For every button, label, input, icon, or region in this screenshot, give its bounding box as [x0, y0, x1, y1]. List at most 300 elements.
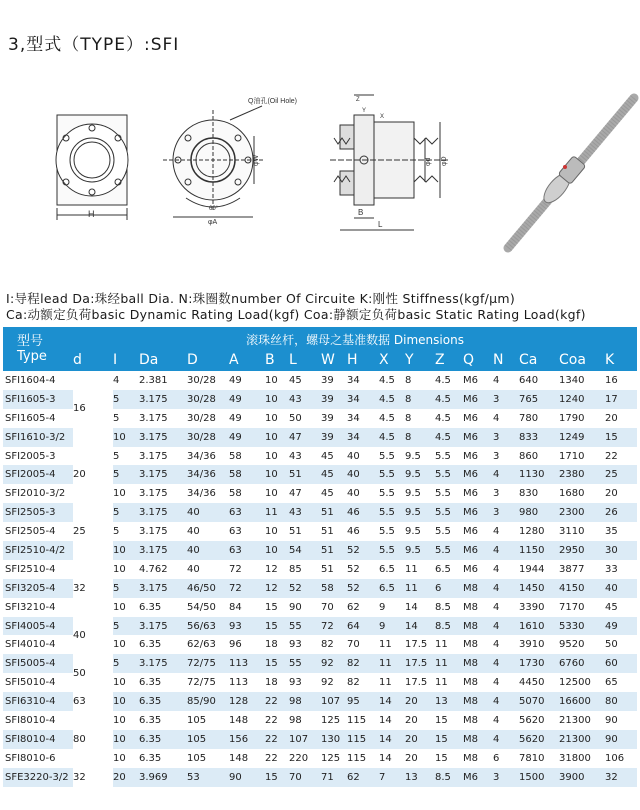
- cell-x: 11: [379, 654, 405, 673]
- cell-x: 6.5: [379, 560, 405, 579]
- cell-i: 10: [113, 484, 139, 503]
- dim-d-small-label: φd: [425, 157, 432, 166]
- cell-q: M8: [463, 654, 493, 673]
- cell-coa: 1340: [559, 371, 605, 390]
- cell-i: 5: [113, 503, 139, 522]
- cell-b: 10: [265, 465, 289, 484]
- cell-q: M8: [463, 635, 493, 654]
- cell-h: 40: [347, 447, 379, 466]
- cell-q: M8: [463, 711, 493, 730]
- cell-b: 15: [265, 617, 289, 636]
- cell-z: 11: [435, 654, 463, 673]
- cell-coa: 21300: [559, 711, 605, 730]
- cell-w: 125: [321, 749, 347, 768]
- cell-q: M6: [463, 371, 493, 390]
- cell-k: 90: [605, 711, 637, 730]
- cell-k: 50: [605, 635, 637, 654]
- cell-q: M6: [463, 447, 493, 466]
- cell-coa: 3877: [559, 560, 605, 579]
- cell-q: M8: [463, 692, 493, 711]
- cell-y: 9.5: [405, 447, 435, 466]
- cell-h: 82: [347, 654, 379, 673]
- cell-coa: 6760: [559, 654, 605, 673]
- cell-k: 30: [605, 541, 637, 560]
- cell-y: 9.5: [405, 541, 435, 560]
- column-header-b: B: [265, 349, 289, 371]
- cell-x: 11: [379, 673, 405, 692]
- cell-coa: 1249: [559, 428, 605, 447]
- cell-z: 4.5: [435, 371, 463, 390]
- dim-y-label: Y: [362, 108, 367, 114]
- cell-b: 10: [265, 371, 289, 390]
- column-header-d: d: [73, 349, 113, 371]
- cell-coa: 4150: [559, 579, 605, 598]
- cell-model: SFI3205-4: [3, 579, 73, 598]
- cell-k: 16: [605, 371, 637, 390]
- cell-ca: 3390: [519, 598, 559, 617]
- type-header: [3, 327, 73, 371]
- cell-z: 5.5: [435, 541, 463, 560]
- cell-h: 95: [347, 692, 379, 711]
- cell-b: 11: [265, 503, 289, 522]
- cell-ca: 7810: [519, 749, 559, 768]
- cell-a: 113: [229, 654, 265, 673]
- cell-x: 5.5: [379, 447, 405, 466]
- cell-ca: 4450: [519, 673, 559, 692]
- cell-i: 20: [113, 768, 139, 787]
- cell-n: 4: [493, 560, 519, 579]
- cell-model: SFI8010-4: [3, 711, 73, 730]
- cell-x: 14: [379, 730, 405, 749]
- cell-n: 4: [493, 673, 519, 692]
- cell-d: 80: [73, 711, 113, 768]
- column-header-h: H: [347, 349, 379, 371]
- cell-b: 12: [265, 560, 289, 579]
- cell-d: 30/28: [187, 371, 229, 390]
- cell-ca: 860: [519, 447, 559, 466]
- cell-model: SFI2005-4: [3, 465, 73, 484]
- cell-coa: 16600: [559, 692, 605, 711]
- cell-b: 10: [265, 484, 289, 503]
- cell-w: 45: [321, 484, 347, 503]
- cell-da: 3.175: [139, 465, 187, 484]
- cell-q: M6: [463, 768, 493, 787]
- cell-w: 39: [321, 409, 347, 428]
- cell-model: SFI1605-3: [3, 390, 73, 409]
- cell-a: 93: [229, 617, 265, 636]
- type-header-en: Type: [17, 349, 47, 364]
- cell-i: 10: [113, 598, 139, 617]
- cell-ca: 1610: [519, 617, 559, 636]
- dim-w-label: φW: [253, 154, 260, 166]
- cell-z: 5.5: [435, 465, 463, 484]
- cell-ca: 5620: [519, 730, 559, 749]
- cell-x: 5.5: [379, 484, 405, 503]
- cell-coa: 2300: [559, 503, 605, 522]
- dim-b-label: B: [358, 208, 364, 217]
- cell-y: 9.5: [405, 484, 435, 503]
- flange-view-round: [163, 106, 263, 217]
- cell-k: 45: [605, 598, 637, 617]
- cell-d: 53: [187, 768, 229, 787]
- dim-l-label: L: [378, 220, 383, 229]
- cell-a: 49: [229, 409, 265, 428]
- column-header-w: W: [321, 349, 347, 371]
- cell-q: M6: [463, 409, 493, 428]
- cell-x: 11: [379, 635, 405, 654]
- cell-n: 4: [493, 598, 519, 617]
- cell-x: 4.5: [379, 390, 405, 409]
- cell-l: 51: [289, 522, 321, 541]
- cell-h: 82: [347, 673, 379, 692]
- cell-z: 11: [435, 673, 463, 692]
- cell-d: 72/75: [187, 673, 229, 692]
- cell-b: 15: [265, 768, 289, 787]
- cell-da: 3.175: [139, 522, 187, 541]
- cell-d: 30/28: [187, 409, 229, 428]
- cell-da: 3.175: [139, 503, 187, 522]
- cell-z: 13: [435, 692, 463, 711]
- cell-a: 128: [229, 692, 265, 711]
- cell-k: 20: [605, 409, 637, 428]
- cell-model: SFI4010-4: [3, 635, 73, 654]
- cell-z: 15: [435, 711, 463, 730]
- cell-l: 43: [289, 503, 321, 522]
- cell-h: 52: [347, 560, 379, 579]
- cell-model: SFI6310-4: [3, 692, 73, 711]
- cell-l: 107: [289, 730, 321, 749]
- cell-da: 3.175: [139, 541, 187, 560]
- cell-coa: 1790: [559, 409, 605, 428]
- cell-da: 3.175: [139, 447, 187, 466]
- cell-w: 130: [321, 730, 347, 749]
- cell-d: 62/63: [187, 635, 229, 654]
- cell-l: 47: [289, 428, 321, 447]
- cell-z: 4.5: [435, 409, 463, 428]
- cell-q: M6: [463, 560, 493, 579]
- cell-model: SFI2505-4: [3, 522, 73, 541]
- cell-a: 90: [229, 768, 265, 787]
- cell-h: 115: [347, 749, 379, 768]
- cell-i: 5: [113, 579, 139, 598]
- cell-w: 58: [321, 579, 347, 598]
- cell-h: 40: [347, 484, 379, 503]
- cell-d: 30/28: [187, 390, 229, 409]
- cell-da: 4.762: [139, 560, 187, 579]
- cell-da: 3.175: [139, 579, 187, 598]
- cell-i: 5: [113, 617, 139, 636]
- cell-model: SFI2510-4/2: [3, 541, 73, 560]
- column-header-row: [3, 349, 637, 371]
- dim-h-label: H: [88, 209, 95, 219]
- cell-x: 4.5: [379, 409, 405, 428]
- cell-x: 14: [379, 711, 405, 730]
- cell-n: 3: [493, 768, 519, 787]
- cell-coa: 7170: [559, 598, 605, 617]
- cell-coa: 21300: [559, 730, 605, 749]
- table-row: [3, 768, 637, 787]
- cell-w: 125: [321, 711, 347, 730]
- cell-w: 51: [321, 560, 347, 579]
- cell-k: 26: [605, 503, 637, 522]
- cell-a: 58: [229, 484, 265, 503]
- cell-y: 14: [405, 598, 435, 617]
- cell-w: 39: [321, 428, 347, 447]
- cell-l: 70: [289, 768, 321, 787]
- cell-coa: 1240: [559, 390, 605, 409]
- cell-y: 8: [405, 390, 435, 409]
- cell-k: 32: [605, 768, 637, 787]
- cell-x: 9: [379, 617, 405, 636]
- cell-d: 46/50: [187, 579, 229, 598]
- cell-coa: 31800: [559, 749, 605, 768]
- angle-label: 60°: [209, 206, 219, 212]
- cell-w: 92: [321, 654, 347, 673]
- cell-l: 98: [289, 711, 321, 730]
- cell-da: 3.175: [139, 390, 187, 409]
- column-header-y: Y: [405, 349, 435, 371]
- cell-x: 14: [379, 692, 405, 711]
- cell-ca: 1150: [519, 541, 559, 560]
- cell-x: 4.5: [379, 428, 405, 447]
- cell-n: 4: [493, 730, 519, 749]
- cell-b: 10: [265, 447, 289, 466]
- cell-l: 93: [289, 635, 321, 654]
- cell-ca: 1730: [519, 654, 559, 673]
- cell-x: 4.5: [379, 371, 405, 390]
- cell-d: 72/75: [187, 654, 229, 673]
- cell-a: 63: [229, 522, 265, 541]
- cell-a: 63: [229, 541, 265, 560]
- cell-n: 4: [493, 711, 519, 730]
- cell-d: 50: [73, 654, 113, 692]
- technical-drawings: [0, 70, 640, 280]
- dim-d-big-label: φD: [441, 156, 448, 166]
- cell-q: M6: [463, 503, 493, 522]
- cell-coa: 2380: [559, 465, 605, 484]
- cell-da: 3.175: [139, 484, 187, 503]
- cell-a: 113: [229, 673, 265, 692]
- cell-d: 34/36: [187, 447, 229, 466]
- ball-screw-photo: [508, 98, 634, 248]
- cell-b: 22: [265, 730, 289, 749]
- cell-i: 10: [113, 560, 139, 579]
- cell-a: 49: [229, 390, 265, 409]
- column-header-i: I: [113, 349, 139, 371]
- cell-q: M8: [463, 598, 493, 617]
- table-row: [3, 711, 637, 730]
- cell-y: 9.5: [405, 503, 435, 522]
- dim-a-label: φA: [208, 219, 218, 226]
- table-row: [3, 692, 637, 711]
- table-body: [3, 371, 637, 787]
- column-header-z: Z: [435, 349, 463, 371]
- cell-da: 6.35: [139, 711, 187, 730]
- cell-q: M8: [463, 673, 493, 692]
- cell-n: 4: [493, 692, 519, 711]
- cell-x: 5.5: [379, 503, 405, 522]
- cell-model: SFI8010-6: [3, 749, 73, 768]
- cell-da: 3.175: [139, 428, 187, 447]
- cell-y: 20: [405, 749, 435, 768]
- cell-coa: 3900: [559, 768, 605, 787]
- cell-q: M8: [463, 749, 493, 768]
- cell-a: 58: [229, 465, 265, 484]
- cell-a: 49: [229, 428, 265, 447]
- cell-x: 5.5: [379, 522, 405, 541]
- cell-n: 4: [493, 465, 519, 484]
- cell-i: 5: [113, 465, 139, 484]
- cell-da: 6.35: [139, 749, 187, 768]
- cell-n: 4: [493, 409, 519, 428]
- cell-h: 70: [347, 635, 379, 654]
- cell-w: 51: [321, 503, 347, 522]
- dimensions-table: [3, 327, 637, 787]
- cell-d: 32: [73, 768, 113, 787]
- cell-k: 20: [605, 484, 637, 503]
- cell-a: 49: [229, 371, 265, 390]
- cell-w: 71: [321, 768, 347, 787]
- column-header-q: Q: [463, 349, 493, 371]
- cell-w: 51: [321, 541, 347, 560]
- cell-i: 5: [113, 390, 139, 409]
- cell-h: 46: [347, 503, 379, 522]
- cell-d: 40: [73, 617, 113, 655]
- table-row: [3, 617, 637, 636]
- cell-y: 17.5: [405, 635, 435, 654]
- cell-da: 3.175: [139, 409, 187, 428]
- cell-z: 15: [435, 749, 463, 768]
- cell-w: 51: [321, 522, 347, 541]
- cell-x: 6.5: [379, 579, 405, 598]
- cell-k: 40: [605, 579, 637, 598]
- cell-b: 15: [265, 598, 289, 617]
- cell-a: 96: [229, 635, 265, 654]
- cell-i: 10: [113, 428, 139, 447]
- cell-w: 45: [321, 465, 347, 484]
- cell-model: SFI2505-3: [3, 503, 73, 522]
- dim-x-label: X: [380, 114, 385, 120]
- cell-y: 8: [405, 409, 435, 428]
- cell-q: M6: [463, 390, 493, 409]
- cell-a: 148: [229, 711, 265, 730]
- flange-view-left: [56, 115, 128, 220]
- cell-x: 9: [379, 598, 405, 617]
- cell-da: 3.175: [139, 617, 187, 636]
- cell-da: 3.969: [139, 768, 187, 787]
- cell-z: 4.5: [435, 390, 463, 409]
- cell-ca: 5620: [519, 711, 559, 730]
- cell-ca: 3910: [519, 635, 559, 654]
- cell-model: SFI1605-4: [3, 409, 73, 428]
- cell-n: 3: [493, 503, 519, 522]
- cell-y: 17.5: [405, 673, 435, 692]
- cell-h: 64: [347, 617, 379, 636]
- cell-y: 17.5: [405, 654, 435, 673]
- cell-b: 10: [265, 409, 289, 428]
- cell-i: 10: [113, 749, 139, 768]
- cell-y: 9.5: [405, 522, 435, 541]
- cell-h: 52: [347, 579, 379, 598]
- cell-y: 13: [405, 768, 435, 787]
- cell-d: 32: [73, 560, 113, 617]
- cell-q: M6: [463, 465, 493, 484]
- cell-h: 52: [347, 541, 379, 560]
- cell-n: 4: [493, 635, 519, 654]
- cell-k: 33: [605, 560, 637, 579]
- cell-model: SFE3220-3/2: [3, 768, 73, 787]
- cell-y: 20: [405, 730, 435, 749]
- cell-h: 62: [347, 768, 379, 787]
- cell-h: 34: [347, 371, 379, 390]
- cell-w: 92: [321, 673, 347, 692]
- cell-z: 6: [435, 579, 463, 598]
- table-row: [3, 654, 637, 673]
- cell-d: 16: [73, 371, 113, 447]
- cell-w: 70: [321, 598, 347, 617]
- cell-k: 49: [605, 617, 637, 636]
- cell-a: 72: [229, 560, 265, 579]
- table-row: [3, 447, 637, 466]
- cell-y: 8: [405, 371, 435, 390]
- cell-b: 10: [265, 522, 289, 541]
- cell-b: 10: [265, 541, 289, 560]
- cell-x: 5.5: [379, 465, 405, 484]
- column-header-x: X: [379, 349, 405, 371]
- cell-k: 60: [605, 654, 637, 673]
- cell-h: 46: [347, 522, 379, 541]
- cell-model: SFI5010-4: [3, 673, 73, 692]
- cell-d: 54/50: [187, 598, 229, 617]
- cell-q: M8: [463, 730, 493, 749]
- cell-x: 14: [379, 749, 405, 768]
- cell-b: 15: [265, 654, 289, 673]
- cell-h: 34: [347, 409, 379, 428]
- cell-k: 22: [605, 447, 637, 466]
- cell-d: 105: [187, 730, 229, 749]
- cell-b: 18: [265, 673, 289, 692]
- table-row: [3, 371, 637, 390]
- cell-l: 47: [289, 484, 321, 503]
- cell-ca: 1450: [519, 579, 559, 598]
- cell-model: SFI1610-3/2: [3, 428, 73, 447]
- cell-x: 5.5: [379, 541, 405, 560]
- cell-ca: 780: [519, 409, 559, 428]
- cell-l: 43: [289, 390, 321, 409]
- cell-n: 3: [493, 447, 519, 466]
- cell-coa: 1710: [559, 447, 605, 466]
- cell-w: 82: [321, 635, 347, 654]
- cell-w: 39: [321, 371, 347, 390]
- cell-z: 4.5: [435, 428, 463, 447]
- cell-l: 50: [289, 409, 321, 428]
- table-title: 滚珠丝杆，螺母之基准数据 Dimensions: [73, 327, 637, 349]
- cell-l: 43: [289, 447, 321, 466]
- cell-a: 148: [229, 749, 265, 768]
- cell-q: M8: [463, 617, 493, 636]
- cell-d: 25: [73, 503, 113, 560]
- cell-ca: 765: [519, 390, 559, 409]
- cell-k: 106: [605, 749, 637, 768]
- cell-w: 39: [321, 390, 347, 409]
- cell-h: 34: [347, 428, 379, 447]
- cell-d: 40: [187, 503, 229, 522]
- column-header-k: K: [605, 349, 637, 371]
- cell-i: 5: [113, 447, 139, 466]
- cell-k: 90: [605, 730, 637, 749]
- cell-model: SFI4005-4: [3, 617, 73, 636]
- cell-coa: 9520: [559, 635, 605, 654]
